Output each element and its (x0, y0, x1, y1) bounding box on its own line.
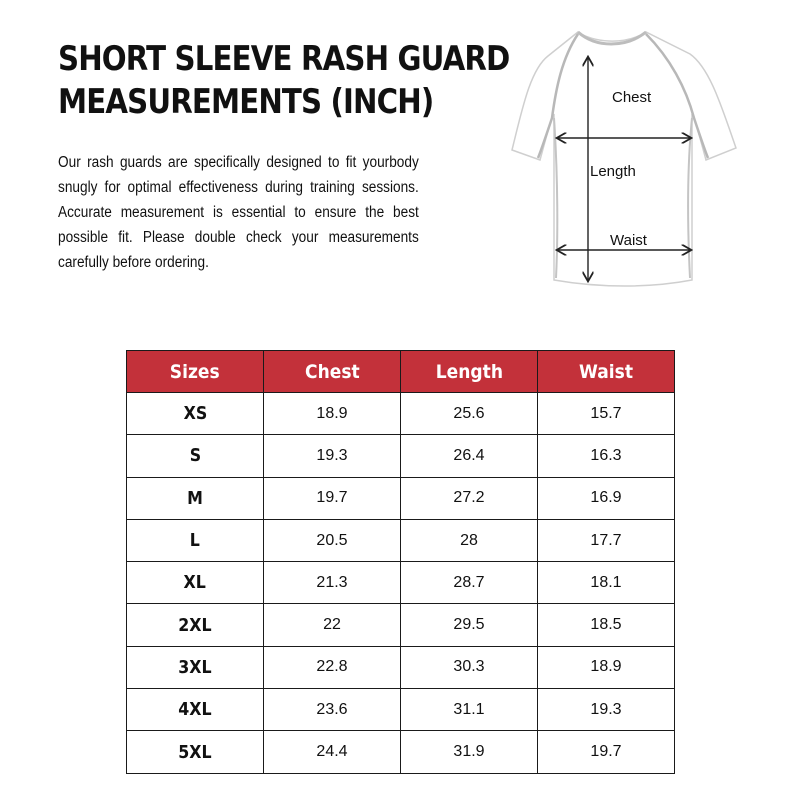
table-row (127, 435, 675, 477)
size-cell: S (127, 435, 264, 477)
size-cell: 5XL (127, 731, 264, 773)
chest-cell: 18.9 (264, 393, 401, 435)
chest-cell: 22.8 (264, 646, 401, 688)
waist-cell: 16.3 (538, 435, 675, 477)
header-length: Length (401, 351, 538, 393)
size-cell: 2XL (127, 604, 264, 646)
title-line-2: MEASUREMENTS (INCH) (58, 82, 434, 122)
length-cell: 28 (401, 519, 538, 561)
table-row (127, 604, 675, 646)
table-header-row (127, 351, 675, 393)
waist-cell: 15.7 (538, 393, 675, 435)
rash-guard-diagram (500, 18, 760, 298)
length-cell: 30.3 (401, 646, 538, 688)
page-title (58, 38, 510, 124)
size-cell: 3XL (127, 646, 264, 688)
chest-cell: 23.6 (264, 689, 401, 731)
chest-cell: 24.4 (264, 731, 401, 773)
length-cell: 27.2 (401, 477, 538, 519)
chest-cell: 19.3 (264, 435, 401, 477)
length-cell: 29.5 (401, 604, 538, 646)
chest-cell: 19.7 (264, 477, 401, 519)
size-cell: 4XL (127, 689, 264, 731)
chest-cell: 22 (264, 604, 401, 646)
table-row (127, 562, 675, 604)
chest-cell: 21.3 (264, 562, 401, 604)
table-row (127, 393, 675, 435)
header-sizes: Sizes (127, 351, 264, 393)
table-row (127, 519, 675, 561)
length-cell: 25.6 (401, 393, 538, 435)
waist-cell: 19.3 (538, 689, 675, 731)
waist-cell: 18.1 (538, 562, 675, 604)
size-cell: XS (127, 393, 264, 435)
waist-label: Waist (610, 232, 647, 249)
size-cell: M (127, 477, 264, 519)
table-row (127, 646, 675, 688)
chest-label: Chest (612, 89, 652, 106)
description-text: Our rash guards are specifically designed to fit yourbody snugly for optimal effectiveness during training sessions. Accurate measurement is essential to ensure the best possible fit. Please double check your measurements carefully before ordering. (58, 154, 419, 271)
length-cell: 28.7 (401, 562, 538, 604)
size-cell: XL (127, 562, 264, 604)
table-row (127, 689, 675, 731)
table-row (127, 477, 675, 519)
waist-cell: 18.9 (538, 646, 675, 688)
header-chest: Chest (264, 351, 401, 393)
length-cell: 26.4 (401, 435, 538, 477)
table-row (127, 731, 675, 773)
size-chart-table (126, 350, 675, 774)
length-label: Length (590, 163, 636, 180)
title-line-1: SHORT SLEEVE RASH GUARD (58, 39, 510, 79)
waist-cell: 19.7 (538, 731, 675, 773)
size-cell: L (127, 519, 264, 561)
length-cell: 31.1 (401, 689, 538, 731)
waist-cell: 17.7 (538, 519, 675, 561)
header-waist: Waist (538, 351, 675, 393)
waist-cell: 18.5 (538, 604, 675, 646)
chest-cell: 20.5 (264, 519, 401, 561)
length-cell: 31.9 (401, 731, 538, 773)
waist-cell: 16.9 (538, 477, 675, 519)
